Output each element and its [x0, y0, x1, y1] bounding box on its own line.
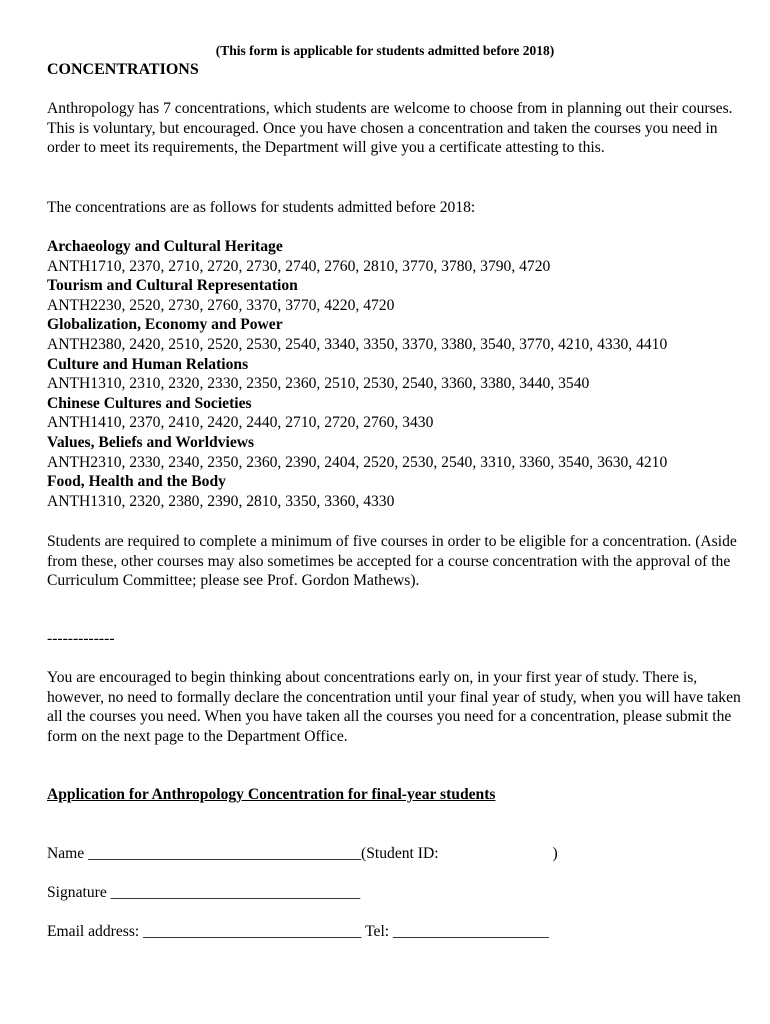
- tel-field[interactable]: ____________________: [393, 923, 549, 940]
- concentration-name: Archaeology and Cultural Heritage: [47, 238, 283, 255]
- signature-field[interactable]: ________________________________: [110, 884, 361, 901]
- email-field[interactable]: ____________________________: [143, 923, 362, 940]
- email-label: Email address:: [47, 923, 140, 940]
- signature-row: [47, 884, 360, 902]
- separator: -------------: [47, 630, 115, 647]
- concentration-courses: ANTH1310, 2310, 2320, 2330, 2350, 2360, 2510, 2530, 2540, 3360, 3380, 3440, 3540: [47, 375, 590, 393]
- concentration-courses: ANTH2230, 2520, 2730, 2760, 3370, 3770, 4220, 4720: [47, 296, 395, 314]
- concentration-item: [47, 276, 770, 315]
- concentration-item: [47, 394, 770, 433]
- name-row: [47, 845, 558, 863]
- concentration-courses: ANTH1310, 2320, 2380, 2390, 2810, 3350, 3360, 4330: [47, 492, 395, 510]
- tel-label: Tel:: [365, 923, 390, 940]
- concentration-name: Food, Health and the Body: [47, 473, 226, 491]
- concentration-name: Chinese Cultures and Societies: [47, 394, 252, 412]
- student-id-close: ): [552, 845, 558, 862]
- concentration-item: [47, 237, 770, 276]
- concentration-item: [47, 433, 770, 472]
- page-title: CONCENTRATIONS: [47, 61, 199, 78]
- concentration-list: [47, 237, 770, 511]
- list-intro: The concentrations are as follows for students admitted before 2018:: [47, 199, 476, 216]
- concentration-item: [47, 355, 770, 394]
- concentration-name: Culture and Human Relations: [47, 355, 249, 373]
- contact-row: [47, 923, 549, 941]
- header-note: (This form is applicable for students admitted before 2018): [215, 43, 555, 58]
- encouragement-paragraph: You are encouraged to begin thinking about concentrations early on, in your first year of study. There is, however, no need to formally declare the concentration until your final year of study, when you will have taken all the courses you need. When you have taken all the courses you need for a concentration, please submit the form on the next page to the Department Office.: [47, 669, 741, 745]
- concentration-courses: ANTH1710, 2370, 2710, 2720, 2730, 2740, 2760, 2810, 3770, 3780, 3790, 4720: [47, 257, 551, 275]
- intro-paragraph: Anthropology has 7 concentrations, which students are welcome to choose from in planning out their courses. This is voluntary, but encouraged. Once you have chosen a concentration and taken the courses you need in order to meet its requirements, the Department will give you a certificate attesting to this.: [47, 100, 733, 157]
- concentration-courses: ANTH1410, 2370, 2410, 2420, 2440, 2710, 2720, 2760, 3430: [47, 414, 434, 432]
- application-title: Application for Anthropology Concentration for final-year students: [47, 786, 496, 803]
- concentration-courses: ANTH2380, 2420, 2510, 2520, 2530, 2540, 3340, 3350, 3370, 3380, 3540, 3770, 4210, 4330, 4410: [47, 335, 668, 353]
- name-label: Name: [47, 845, 85, 862]
- requirement-paragraph: Students are required to complete a minimum of five courses in order to be eligible for a concentration. (Aside from these, other courses may also sometimes be accepted for a course concentration with the approval of the Curriculum Committee; please see Prof. Gordon Mathews).: [47, 533, 737, 590]
- concentration-item: [47, 472, 770, 511]
- name-field[interactable]: ___________________________________: [88, 845, 362, 862]
- concentration-item: [47, 315, 770, 354]
- concentration-name: Globalization, Economy and Power: [47, 316, 283, 334]
- signature-label: Signature: [47, 884, 107, 901]
- concentration-courses: ANTH2310, 2330, 2340, 2350, 2360, 2390, 2404, 2520, 2530, 2540, 3310, 3360, 3540, 3630, 4210: [47, 453, 668, 471]
- student-id-label: (Student ID:: [361, 845, 439, 862]
- concentration-name: Values, Beliefs and Worldviews: [47, 433, 255, 451]
- concentration-name: Tourism and Cultural Representation: [47, 277, 298, 295]
